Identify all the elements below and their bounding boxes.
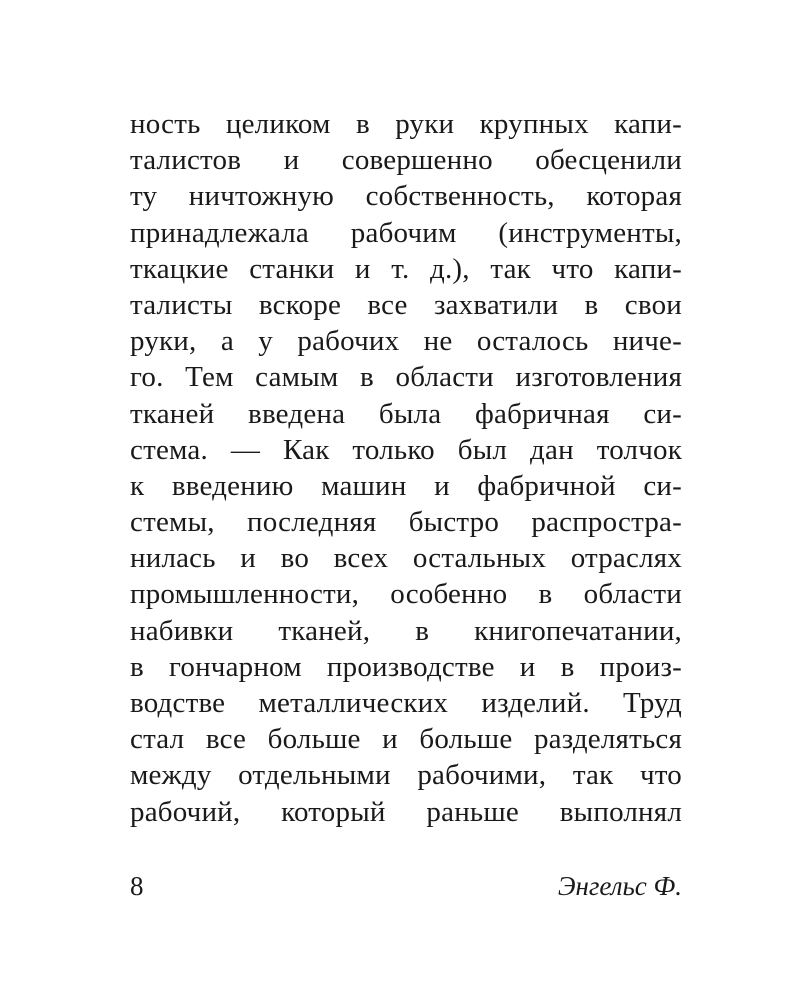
text-line: руки, а у рабочих не осталось ниче-: [130, 325, 682, 358]
text-line: между отдельными рабочими, так что: [130, 759, 682, 792]
body-text: [130, 106, 682, 830]
text-line: к введению машин и фабричной си-: [130, 469, 682, 502]
text-line: ткацкие станки и т. д.), так что капи-: [130, 252, 682, 285]
text-line: тканей введена была фабричная си-: [130, 397, 682, 430]
text-line: талистов и совершенно обесценили: [130, 144, 682, 177]
text-line: водстве металлических изделий. Труд: [130, 687, 682, 719]
text-line: го. Тем самым в области изготовления: [130, 361, 682, 394]
text-line: стал все больше и больше разделяться: [130, 723, 682, 756]
text-line: в гончарном производстве и в произ-: [130, 650, 682, 683]
text-line: стемы, последняя быстро распростра-: [130, 506, 682, 539]
text-line: стема. — Как только был дан толчок: [130, 433, 682, 466]
running-head-author: Энгельс Ф.: [557, 871, 682, 901]
text-line: нилась и во всех остальных отраслях: [130, 542, 682, 575]
text-line: принадлежала рабочим (инструменты,: [130, 216, 682, 249]
text-line: талисты вскоре все захватили в свои: [130, 288, 682, 321]
page-footer: [130, 868, 682, 904]
text-line: рабочий, который раньше выполнял: [130, 795, 682, 828]
page-number: 8: [130, 871, 144, 901]
text-line: ность целиком в руки крупных капи-: [130, 108, 682, 140]
text-line: набивки тканей, в книгопечатании,: [130, 614, 682, 647]
text-line: ту ничтожную собственность, которая: [130, 180, 682, 213]
text-line: промышленности, особенно в области: [130, 578, 682, 611]
